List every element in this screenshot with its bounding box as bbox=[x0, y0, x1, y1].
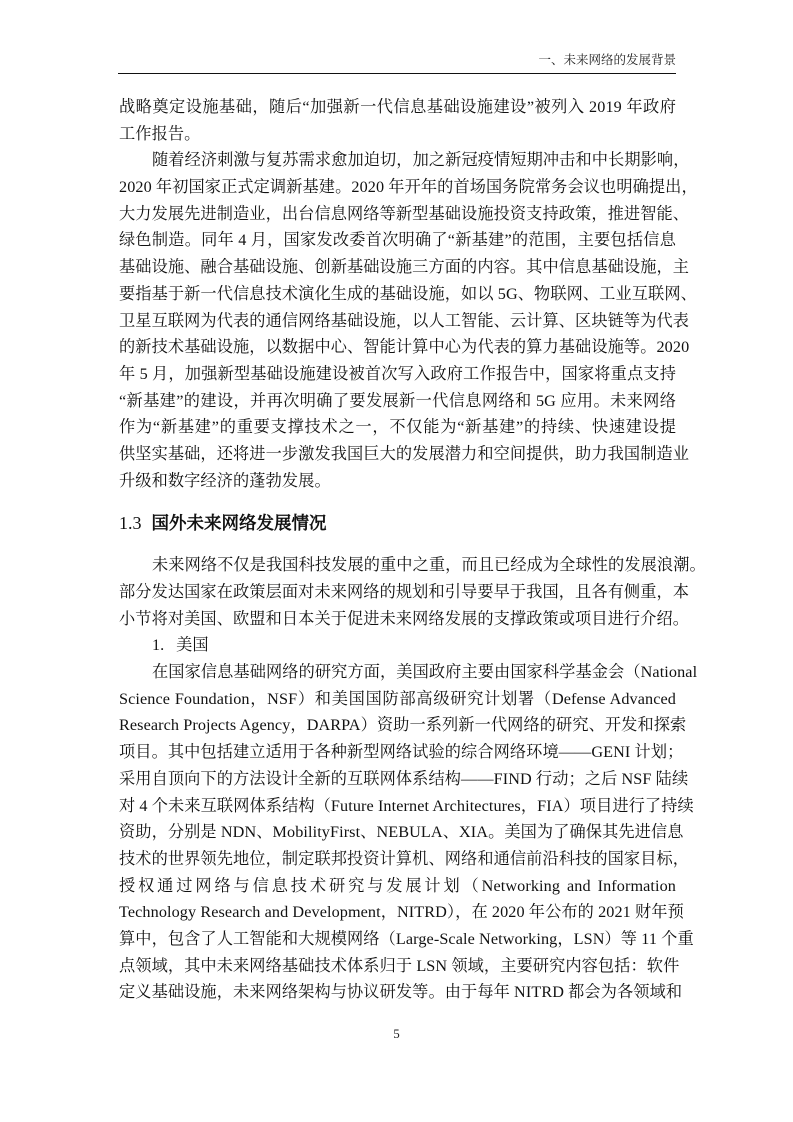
text-line: Research Projects Agency，DARPA）资助一系列新一代网络的研究、开发和探索 bbox=[119, 716, 687, 735]
text-line: 工作报告。 bbox=[119, 124, 201, 143]
text-line: 供坚实基础，还将进一步激发我国巨大的发展潜力和空间提供，助力我国制造业 bbox=[119, 444, 690, 463]
text-line: 技术的世界领先地位，制定联邦投资计算机、网络和通信前沿科技的国家目标， bbox=[119, 849, 690, 868]
text-line: 升级和数字经济的蓬勃发展。 bbox=[119, 471, 331, 490]
text-line: 定义基础设施，未来网络架构与协议研发等。由于每年 NITRD 都会为各领域和 bbox=[119, 983, 683, 1002]
section-number: 1.3 bbox=[119, 513, 142, 534]
text-line: 要指基于新一代信息技术演化生成的基础设施，如以 5G、物联网、工业互联网、 bbox=[119, 284, 697, 303]
text-line: 资助，分别是 NDN、MobilityFirst、NEBULA、XIA。美国为了确保其先进信息 bbox=[119, 823, 684, 842]
text-line: 对 4 个未来互联网体系结构（Future Internet Architectures，FIA）项目进行了持续 bbox=[119, 796, 694, 815]
page-number: 5 bbox=[393, 1026, 400, 1041]
text-line: 大力发展先进制造业，出台信息网络等新型基础设施投资支持政策，推进智能、 bbox=[119, 204, 690, 223]
text-line: 点领域，其中未来网络基础技术体系归于 LSN 领域，主要研究内容包括：软件 bbox=[119, 956, 680, 975]
page-body bbox=[119, 94, 706, 1006]
text-line: 部分发达国家在政策层面对未来网络的规划和引导要早于我国，且各有侧重，本 bbox=[119, 583, 690, 601]
text-line: 基础设施、融合基础设施、创新基础设施三方面的内容。其中信息基础设施，主 bbox=[119, 258, 690, 277]
paragraph-section-intro bbox=[119, 552, 706, 632]
running-header-title: 一、未来网络的发展背景 bbox=[538, 53, 676, 67]
running-header bbox=[118, 51, 676, 74]
paragraph-intro-continuation bbox=[119, 94, 676, 147]
list-item-number: 1. bbox=[152, 636, 165, 655]
text-line: 小节将对美国、欧盟和日本关于促进未来网络发展的支撑政策或项目进行介绍。 bbox=[119, 609, 690, 628]
paragraph-united-states bbox=[119, 659, 698, 1006]
text-line: Technology Research and Development，NITRD），在 2020 年公布的 2021 财年预 bbox=[119, 903, 684, 922]
text-line: 年 5 月，加强新型基础设施建设被首次写入政府工作报告中，国家将重点支持 bbox=[119, 364, 676, 383]
text-line: 的新技术基础设施，以数据中心、智能计算中心为代表的算力基础设施等。2020 bbox=[119, 338, 690, 357]
text-line: Science Foundation，NSF）和美国国防部高级研究计划署（Defense Advanced bbox=[119, 689, 676, 708]
text-line: 采用自顶向下的方法设计全新的互联网体系结构——FIND 行动；之后 NSF 陆续 bbox=[119, 769, 689, 788]
list-item-label: 美国 bbox=[176, 636, 209, 655]
text-line: “新基建”的建设，并再次明确了要发展新一代信息网络和 5G 应用。未来网络 bbox=[119, 391, 676, 410]
text-line: 算中，包含了人工智能和大规模网络（Large-Scale Networking，LSN）等 11 个重 bbox=[119, 929, 694, 948]
text-line: 随着经济刺激与复苏需求愈加迫切，加之新冠疫情短期冲击和中长期影响， bbox=[152, 151, 690, 170]
text-line: 项目。其中包括建立适用于各种新型网络试验的综合网络环境——GENI 计划； bbox=[119, 743, 684, 762]
text-line: 授权通过网络与信息技术研究与发展计划（Networking and Information bbox=[119, 876, 676, 895]
text-line: 战略奠定设施基础，随后“加强新一代信息基础设施建设”被列入 2019 年政府 bbox=[119, 98, 676, 116]
text-line: 绿色制造。同年 4 月，国家发改委首次明确了“新基建”的范围，主要包括信息 bbox=[119, 231, 676, 250]
section-title: 国外未来网络发展情况 bbox=[151, 514, 327, 535]
list-item-heading bbox=[119, 632, 676, 659]
section-heading bbox=[119, 510, 676, 538]
text-line: 作为“新基建”的重要支撑技术之一，不仅能为“新基建”的持续、快速建设提 bbox=[119, 418, 676, 437]
text-line: 在国家信息基础网络的研究方面，美国政府主要由国家科学基金会（National bbox=[152, 663, 698, 682]
text-line: 卫星互联网为代表的通信网络基础设施，以人工智能、云计算、区块链等为代表 bbox=[119, 311, 690, 330]
paragraph-new-infrastructure bbox=[119, 147, 698, 494]
text-line: 未来网络不仅是我国科技发展的重中之重，而且已经成为全球性的发展浪潮。 bbox=[152, 556, 706, 575]
text-line: 2020 年初国家正式定调新基建。2020 年开年的首场国务院常务会议也明确提出， bbox=[119, 178, 698, 197]
